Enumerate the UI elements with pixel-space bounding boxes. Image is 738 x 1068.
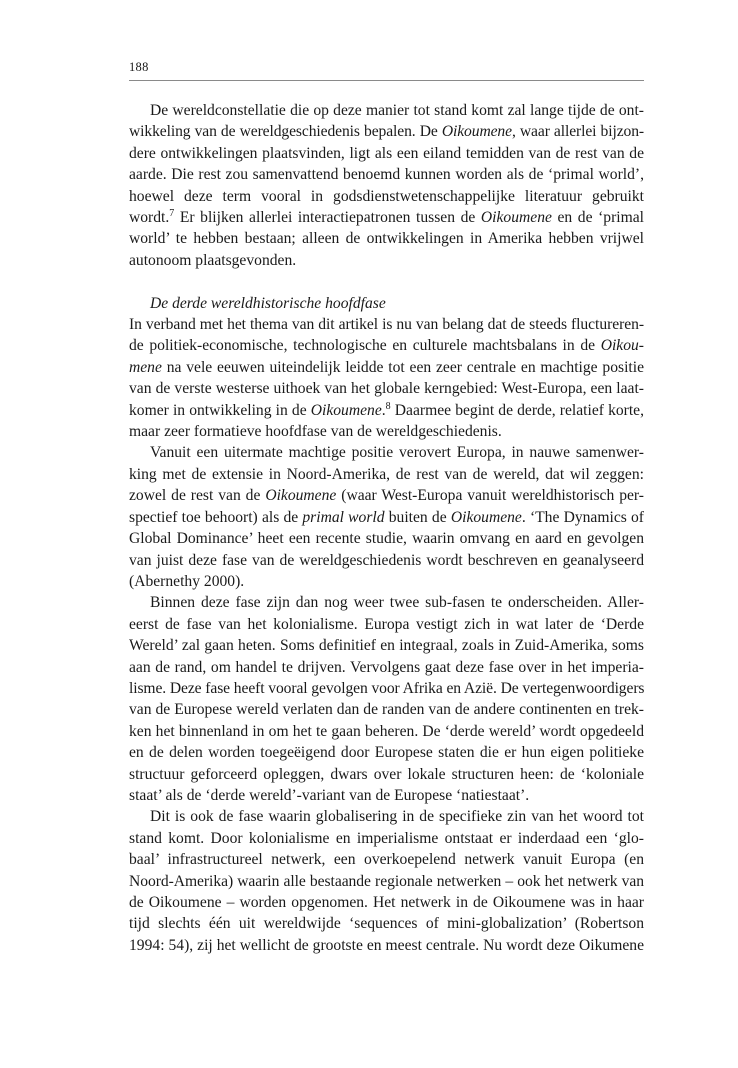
section-gap (129, 271, 644, 292)
text-line: de politiek-economische, technologische en culturele machtsbalans in de Oikou- (129, 337, 644, 355)
term-oikoumene: Oikoumene (441, 123, 512, 141)
text-line: tijd slechts één uit wereldwijde ‘sequences of mini-globalization’ (Robertson (129, 915, 644, 933)
text-line: stand komt. Door kolonialisme en imperialisme ontstaat er inderdaad een ‘glo- (129, 829, 644, 847)
text-line: Noord-Amerika) waarin alle bestaande regionale netwerken – ook het netwerk van (129, 872, 644, 890)
term-oikoumene: Oikoumene (310, 401, 382, 419)
text-line: wikkeling van de wereldgeschiedenis bepalen. De Oikoumene, waar allerlei bijzon- (129, 123, 644, 141)
header-rule (129, 80, 644, 81)
term-oikoumene: Oikoumene (480, 209, 552, 227)
paragraph-1 (129, 100, 644, 271)
footnote-marker-8[interactable]: 8 (385, 400, 391, 412)
text-line: mene na vele eeuwen uiteindelijk leidde tot een zeer centrale en machtige positie (129, 358, 644, 376)
text-line: zowel de rest van de Oikoumene (waar West-Europa vanuit wereldhistorisch per- (129, 487, 644, 505)
text-line: Global Dominance’ heet een recente studie, waarin omvang en aard en gevolgen (129, 530, 644, 548)
paragraph-5 (129, 806, 644, 956)
text-line: structuur geforceerd opleggen, dwars over lokale structuren heen: de ‘koloniale (129, 765, 644, 783)
term-oikoumene: Oikou- (600, 337, 644, 355)
text-line: In verband met het thema van dit artikel is nu van belang dat de steeds fluctureren- (129, 316, 644, 334)
text-line: van juist deze fase van de wereldgeschiedenis wordt beschreven en geanalyseerd (129, 551, 644, 569)
paragraph-3 (129, 442, 644, 592)
text-line: spectief toe behoort) als de primal world buiten de Oikoumene. ‘The Dynamics of (129, 508, 644, 526)
text-line: autonoom plaatsgevonden. (129, 251, 297, 269)
text-line: lisme. Deze fase heeft vooral gevolgen voor Afrika en Azië. De vertegenwoordigers (129, 679, 645, 697)
text-line: De wereldconstellatie die op deze manier tot stand komt zal lange tijde de ont- (150, 102, 644, 119)
text-line: 1994: 54), zij het wellicht de grootste en meest centrale. Nu wordt deze Oikumene (129, 936, 644, 954)
term-oikoumene: Oikoumene (265, 487, 337, 505)
text-line: van de Europese wereld verlaten dan de randen van de andere continenten en trek- (129, 701, 644, 719)
text-line: baal’ infrastructureel netwerk, een overkoepelend netwerk vanuit Europa (en (129, 851, 644, 869)
text-line: komer in ontwikkeling in de Oikoumene.$^8$ Daarmee begint de derde, relatief korte, (129, 400, 645, 419)
text-line: staat’ als de ‘derde wereld’-variant van de Europese ‘natiestaat’. (129, 786, 530, 804)
text-line: Vanuit een uitermate machtige positie verovert Europa, in nauwe samenwer- (150, 444, 644, 462)
text-line: dere ontwikkelingen plaatsvinden, ligt als een eiland temidden van de rest van de (129, 144, 644, 162)
text-line: maar zeer formatieve hoofdfase van de wereldgeschiedenis. (129, 423, 502, 441)
text-line: aarde. Die rest zou samenvattend benoemd kunnen worden als de ‘primal world’, (129, 166, 644, 184)
text-line: world’ te hebben bestaan; alleen de ontwikkelingen in Amerika hebben vrijwel (129, 230, 644, 248)
text-line: ken het binnenland in om het te gaan beheren. De ‘derde wereld’ wordt opgedeeld (129, 722, 644, 740)
text-line: (Abernethy 2000). (129, 572, 245, 590)
text-line: Wereld’ zal gaan heten. Soms definitief en integraal, zoals in Zuid-Amerika, soms (129, 637, 644, 655)
text-line: hoewel deze term vooral in godsdienstwetenschappelijke literatuur gebruikt (129, 187, 644, 205)
text-line: de Oikoumene – worden opgenomen. Het netwerk in de Oikoumene was in haar (129, 894, 644, 912)
text-line: eerst de fase van het kolonialisme. Europa vestigt zich in wat later de ‘Derde (129, 615, 644, 633)
text-line: king met de extensie in Noord-Amerika, de rest van de wereld, dat wil zeggen: (129, 465, 644, 483)
text-line: van de verste westerse uithoek van het globale kerngebied: West-Europa, een laat- (129, 380, 644, 398)
footnote-marker-7[interactable]: 7 (169, 208, 175, 220)
paragraph-2 (129, 314, 644, 442)
text-line: Dit is ook de fase waarin globalisering in de specifieke zin van het woord tot (150, 808, 644, 826)
page-number: 188 (129, 60, 149, 74)
text-line: Binnen deze fase zijn dan nog weer twee sub-fasen te onderscheiden. Aller- (150, 594, 644, 612)
text-line: wordt.$^7$ Er blijken allerlei interactiepatronen tussen de Oikoumene en de ‘primal (129, 208, 644, 227)
term-oikoumene: mene (129, 358, 162, 376)
body-text (129, 100, 644, 956)
paragraph-4 (129, 592, 644, 806)
term-primal-world: primal world (302, 508, 385, 526)
text-line: en de delen worden toegeëigend door Europese staten die er hun eigen politieke (129, 744, 644, 762)
term-oikoumene: Oikoumene (450, 508, 522, 526)
section-heading: De derde wereldhistorische hoofdfase (150, 294, 386, 312)
text-line: aan de rand, om handel te drijven. Vervolgens gaat deze fase over in het imperia- (129, 658, 644, 676)
